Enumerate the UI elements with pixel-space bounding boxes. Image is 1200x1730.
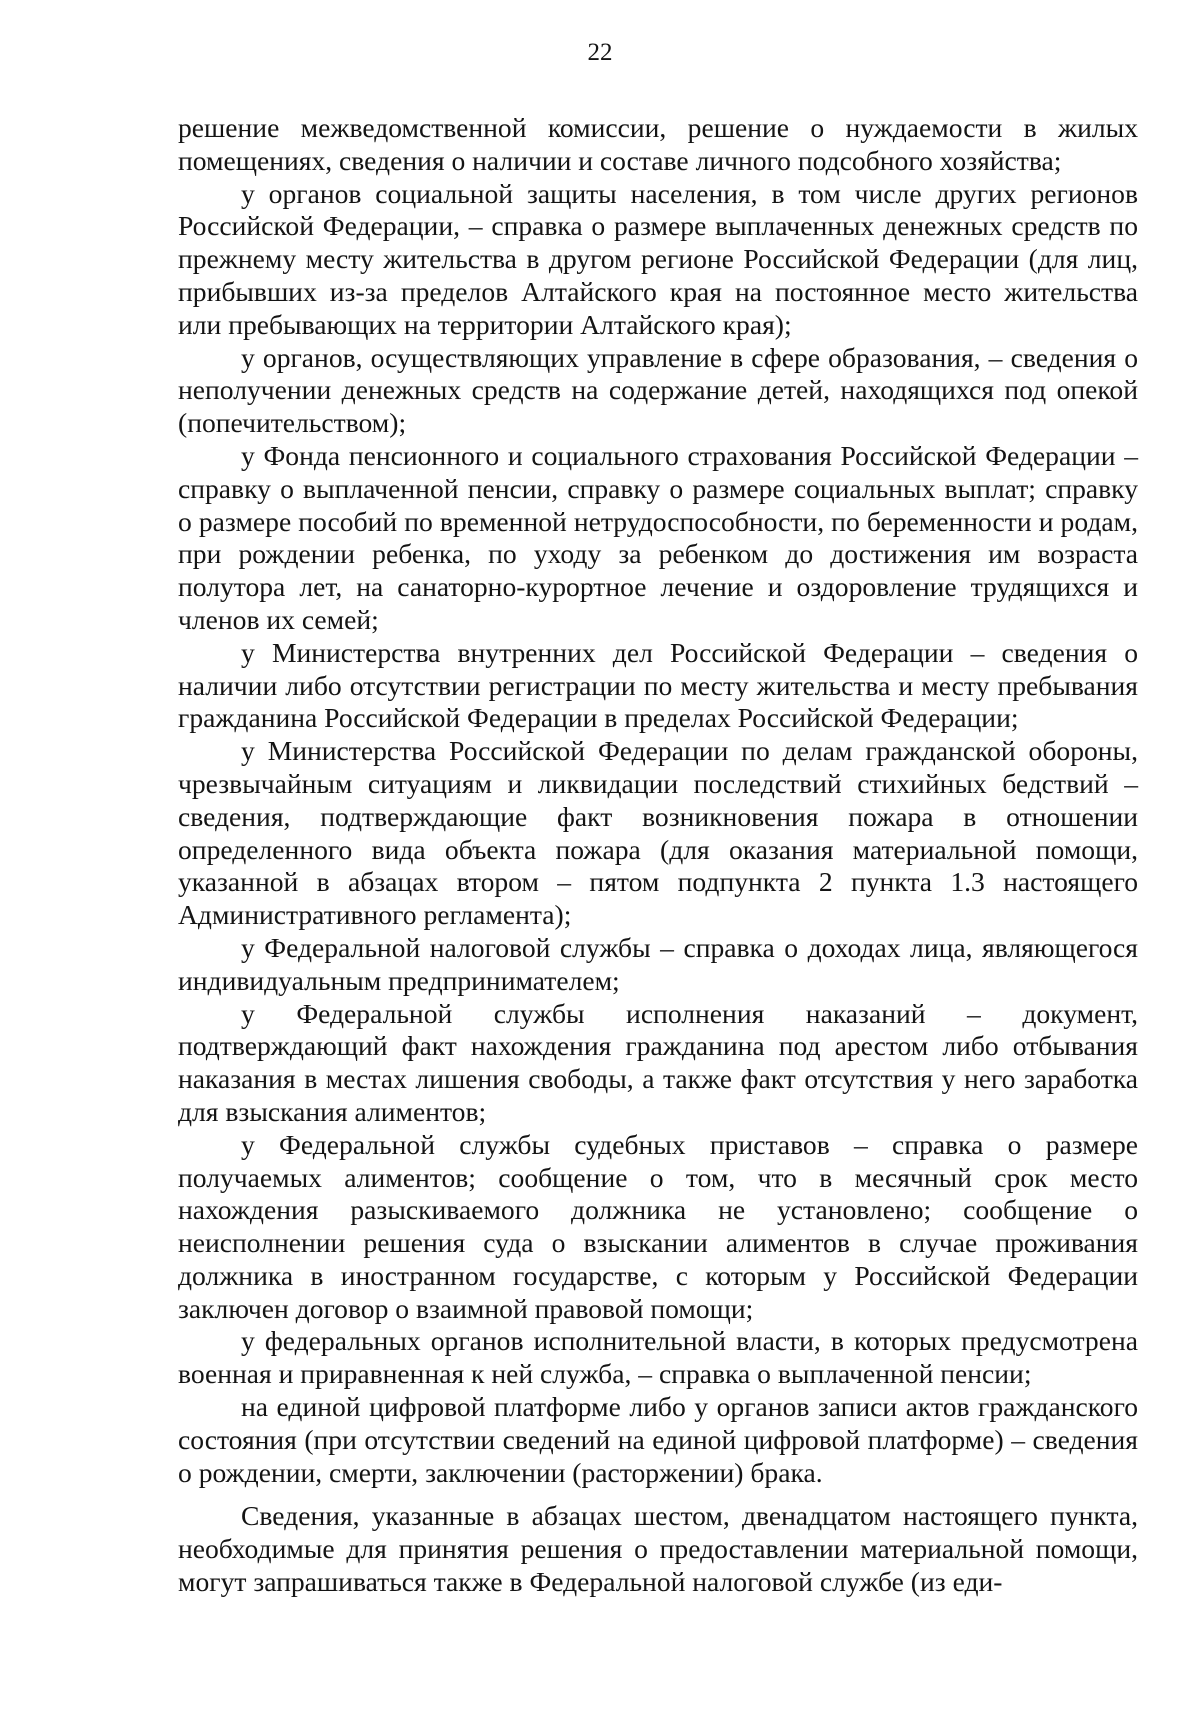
paragraph-8: у Федеральной службы исполнения наказаний – документ, подтверждающий факт нахождения гражданина под арестом либо отбывания наказания в местах лишения свободы, а также факт отсутствия у него заработка для взыскания алиментов; [178, 997, 1138, 1127]
paragraph-1: решение межведомственной комиссии, решение о нуждаемости в жилых помещениях, сведения о наличии и составе личного подсобного хозяйства; [178, 112, 1138, 176]
paragraph-4: у Фонда пенсионного и социального страхования Российской Федерации – справку о выплаченной пенсии, справку о размере социальных выплат; справку о размере пособий по временной нетрудоспособности, по беременности и родам, при рождении ребенка, по уходу за ребенком до достижения им возраста полутора лет, на санаторно-курортное лечение и оздоровление трудящихся и членов их семей; [178, 439, 1138, 635]
page-number: 22 [587, 39, 613, 66]
paragraph-10: у федеральных органов исполнительной власти, в которых предусмотрена военная и приравненная к ней служба, – справка о выплаченной пенсии; [178, 1325, 1138, 1390]
paragraph-11: на единой цифровой платформе либо у органов записи актов гражданского состояния (при отсутствии сведений на единой цифровой платформе) – сведения о рождении, смерти, заключении (расторжении) брака. [178, 1391, 1138, 1488]
paragraph-5: у Министерства внутренних дел Российской Федерации – сведения о наличии либо отсутствии регистрации по месту жительства и месту пребывания гражданина Российской Федерации в пределах Российской Федерации; [178, 636, 1138, 734]
paragraph-2: у органов социальной защиты населения, в том числе других регионов Российской Федерации, – справка о размере выплаченных денежных средств по прежнему месту жительства в другом регионе Российской Федерации (для лиц, прибывших из-за пределов Алтайского края на постоянное место жительства или пребывающих на территории Алтайского края); [178, 177, 1138, 340]
paragraph-12: Сведения, указанные в абзацах шестом, двенадцатом настоящего пункта, необходимые для принятия решения о предоставлении материальной помощи, могут запрашиваться также в Федеральной налоговой службе (из еди- [178, 1500, 1138, 1598]
paragraph-9: у Федеральной службы судебных приставов – справка о размере получаемых алиментов; сообщение о том, что в месячный срок место нахождения разыскиваемого должника не установлено; сообщение о неисполнении решения суда о взыскании алиментов в случае проживания должника в иностранном государстве, с которым у Российской Федерации заключен договор о взаимной правовой помощи; [178, 1128, 1138, 1324]
paragraph-3: у органов, осуществляющих управление в сфере образования, – сведения о неполучении денежных средств на содержание детей, находящихся под опекой (попечительством); [178, 341, 1138, 439]
document-body [178, 112, 1138, 1599]
paragraph-7: у Федеральной налоговой службы – справка о доходах лица, являющегося индивидуальным предпринимателем; [178, 931, 1138, 996]
paragraph-6: у Министерства Российской Федерации по делам гражданской обороны, чрезвычайным ситуациям и ликвидации последствий стихийных бедствий – сведения, подтверждающие факт возникновения пожара в отношении определенного вида объекта пожара (для оказания материальной помощи, указанной в абзацах втором – пятом подпункта 2 пункта 1.3 настоящего Административного регламента); [178, 735, 1138, 931]
